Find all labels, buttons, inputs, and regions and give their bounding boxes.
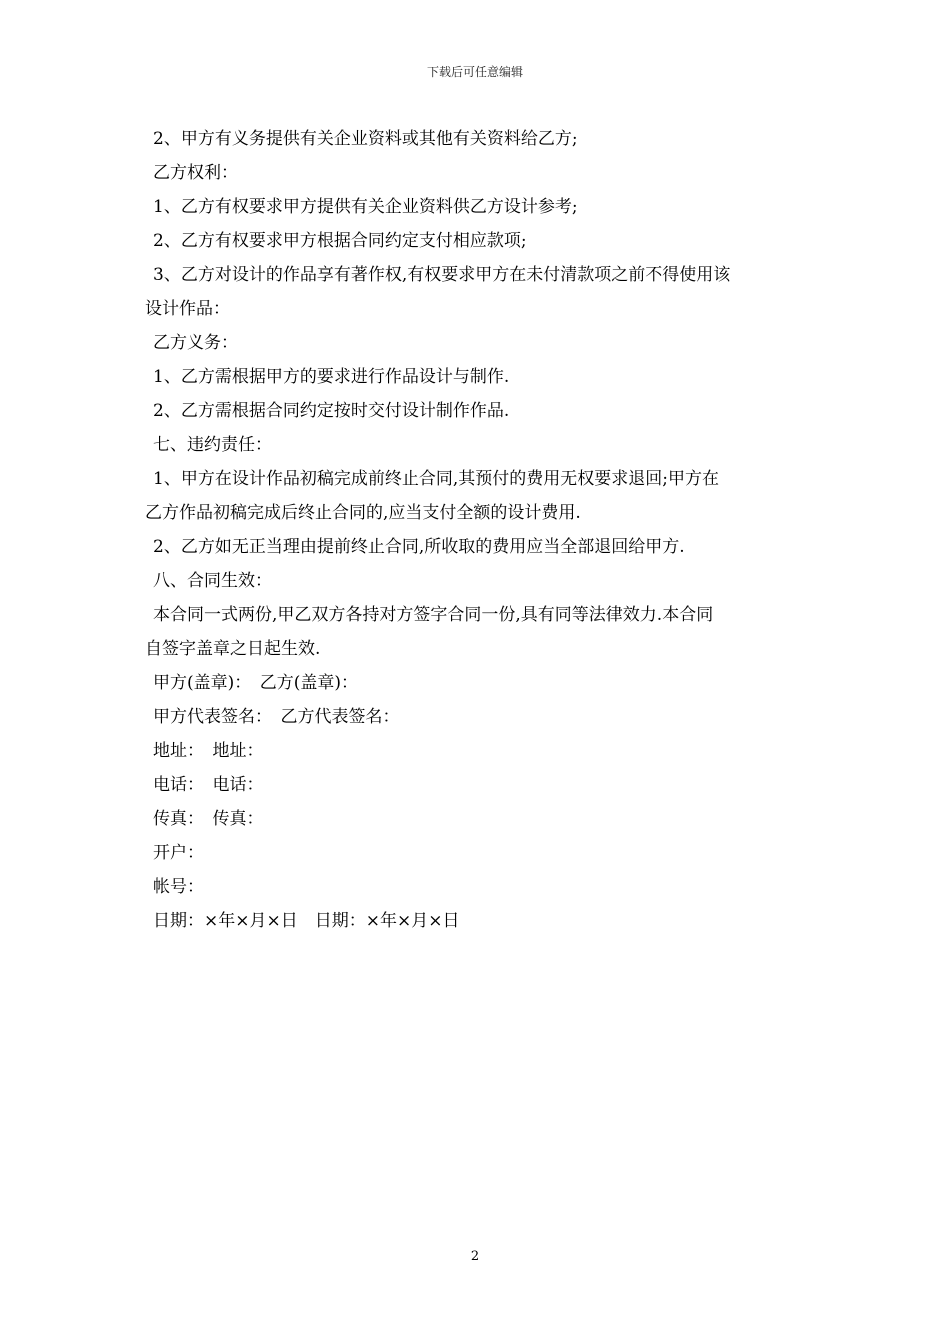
- body-line: 1、乙方需根据甲方的要求进行作品设计与制作.: [153, 367, 510, 387]
- signature-address-line: 地址： 地址：: [153, 741, 264, 761]
- body-line: 自签字盖章之日起生效.: [145, 639, 321, 659]
- body-line: 乙方作品初稿完成后终止合同的,应当支付全额的设计费用.: [145, 503, 581, 523]
- body-line: 1、甲方在设计作品初稿完成前终止合同,其预付的费用无权要求退回;甲方在: [153, 469, 719, 489]
- body-line: 2、乙方需根据合同约定按时交付设计制作作品.: [153, 401, 510, 421]
- body-line: 乙方义务：: [153, 333, 238, 353]
- signature-date-line: 日期：×年×月×日 日期：×年×月×日: [153, 911, 460, 931]
- signature-fax-line: 传真： 传真：: [153, 809, 264, 829]
- body-line: 3、乙方对设计的作品享有著作权,有权要求甲方在未付清款项之前不得使用该: [153, 265, 731, 285]
- signature-representative-line: 甲方代表签名： 乙方代表签名：: [153, 707, 400, 727]
- body-line: 本合同一式两份,甲乙双方各持对方签字合同一份,具有同等法律效力.本合同: [153, 605, 714, 625]
- section-heading: 七、违约责任：: [153, 435, 272, 455]
- body-line: 2、乙方有权要求甲方根据合同约定支付相应款项;: [153, 231, 527, 251]
- signature-account-line: 帐号：: [153, 877, 204, 897]
- page-number: 2: [470, 1249, 480, 1264]
- signature-seal-line: 甲方(盖章)： 乙方(盖章)：: [153, 673, 359, 693]
- body-line: 1、乙方有权要求甲方提供有关企业资料供乙方设计参考;: [153, 197, 578, 217]
- body-line: 2、乙方如无正当理由提前终止合同,所收取的费用应当全部退回给甲方.: [153, 537, 685, 557]
- body-line: 乙方权利：: [153, 163, 238, 183]
- body-line: 设计作品：: [145, 299, 230, 319]
- body-line: 2、甲方有义务提供有关企业资料或其他有关资料给乙方;: [153, 129, 578, 149]
- signature-phone-line: 电话： 电话：: [153, 775, 264, 795]
- section-heading: 八、合同生效：: [153, 571, 272, 591]
- signature-bank-line: 开户：: [153, 843, 204, 863]
- page-header: 下载后可任意编辑: [426, 65, 523, 79]
- document-body: [145, 122, 815, 938]
